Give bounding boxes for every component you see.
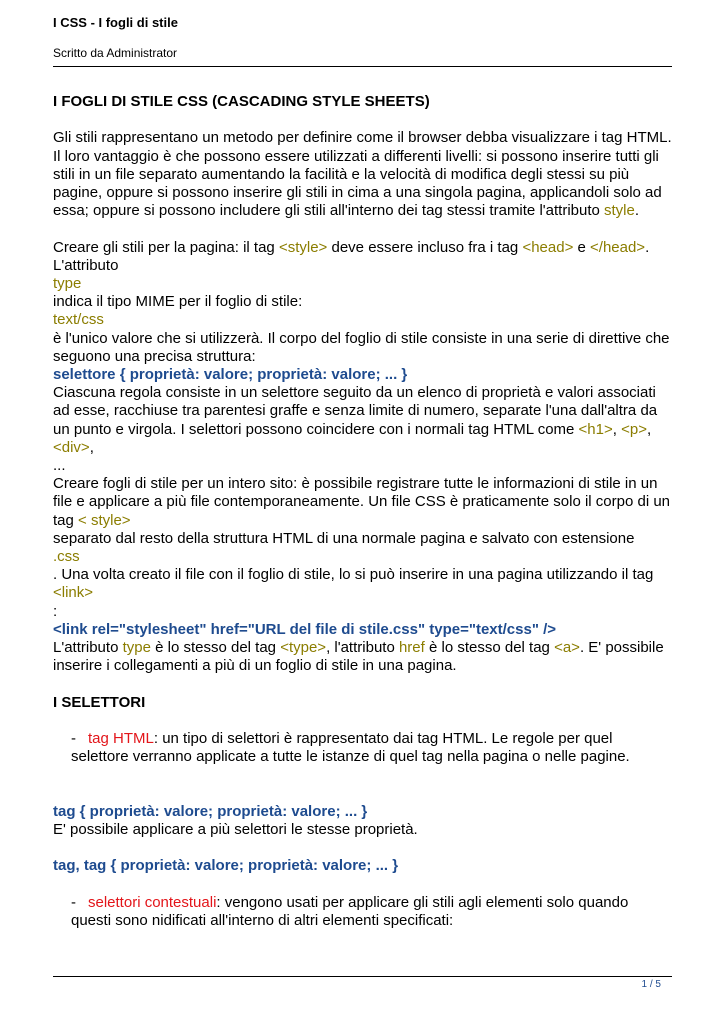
code-tag-rule: tag { proprietà: valore; proprietà: valore; ... }	[53, 802, 368, 820]
paragraph-separated: separato dal resto della struttura HTML di una normale pagina e salvato con estensione	[53, 529, 635, 547]
ellipsis: ...	[53, 457, 66, 475]
paragraph-site-stylesheet: Creare fogli di stile per un intero sito: è possibile registrare tutte le informazioni di stile in un file e applicare a più file contemporaneamente. Un file CSS è praticamente solo il corpo di un tag < style>	[53, 475, 671, 529]
code-multi-tag-rule: tag, tag { proprietà: valore; proprietà: valore; ... }	[53, 857, 399, 875]
intro-paragraph: Gli stili rappresentano un metodo per definire come il browser debba visualizzare i tag HTML. Il loro vantaggio è che possono essere utilizzati a differenti livelli: si possono inserire tutti gli stili in un file separato aumentando la facilità e la velocità di modifica degli stessi su più pagine, oppure si possono inserire gli stili in cima a una singola pagina, applicandoli solo ad essa; oppure si possono includere gli stili all'interno dei tag stessi tramite l'attributo style.	[53, 129, 672, 220]
paragraph-mime: indica il tipo MIME per il foglio di stile:	[53, 293, 303, 311]
code-selector-syntax: selettore { proprietà: valore; proprietà: valore; ... }	[53, 366, 408, 384]
keyword-css-extension: .css	[53, 548, 80, 566]
footer-divider	[53, 976, 672, 977]
paragraph-attribute: L'attributo	[53, 256, 119, 274]
list-item-tag-html: - tag HTML: un tipo di selettori è rappresentato dai tag HTML. Le regole per quel selettore verranno applicate a tutte le istanze di quel tag nella pagina o nelle pagine.	[71, 730, 630, 766]
paragraph-only-value: è l'unico valore che si utilizzerà. Il corpo del foglio di stile consiste in una serie di direttive che seguono una precisa struttura:	[53, 329, 670, 365]
code-link-stylesheet: <link rel="stylesheet" href="URL del file di stile.css" type="text/css" />	[53, 620, 557, 638]
section-heading-css: I FOGLI DI STILE CSS (CASCADING STYLE SHEETS)	[53, 93, 430, 110]
page-number: 1 / 5	[641, 979, 661, 990]
paragraph-attributes: L'attributo type è lo stesso del tag <type>, l'attributo href è lo stesso del tag <a>. E' possibile inserire i collegamenti a più di un foglio di stile in una pagina.	[53, 639, 664, 675]
colon: :	[53, 602, 58, 620]
keyword-style: style	[604, 202, 635, 220]
keyword-link: <link>	[53, 584, 94, 602]
header-divider	[53, 66, 672, 67]
paragraph-rule-explanation: Ciascuna regola consiste in un selettore seguito da un elenco di proprietà e valori associati ad esse, racchiuse tra parentesi graffe e senza limite di numero, separate l'una dall'altra da un punto e virgola. I selettori possono coincidere con i normali tag HTML come <h1>, <p>, <div>,	[53, 384, 658, 456]
keyword-type: type	[53, 275, 82, 292]
paragraph-style-tag: Creare gli stili per la pagina: il tag <style> deve essere incluso fra i tag <head> e </head>.	[53, 238, 650, 256]
page-header-title: I CSS - I fogli di stile	[53, 15, 178, 30]
page-header-author: Scritto da Administrator	[53, 46, 178, 60]
article-body	[53, 93, 672, 930]
section-heading-selectors: I SELETTORI	[53, 693, 146, 711]
paragraph-link-tag: . Una volta creato il file con il foglio di stile, lo si può inserire in una pagina utilizzando il tag	[53, 566, 654, 584]
paragraph-multiple-selectors: E' possibile applicare a più selettori le stesse proprietà.	[53, 821, 418, 839]
list-item-contextual-selectors: - selettori contestuali: vengono usati per applicare gli stili agli elementi solo quando questi sono nidificati all'interno di altri elementi specificati:	[71, 893, 629, 930]
keyword-text-css: text/css	[53, 311, 104, 329]
